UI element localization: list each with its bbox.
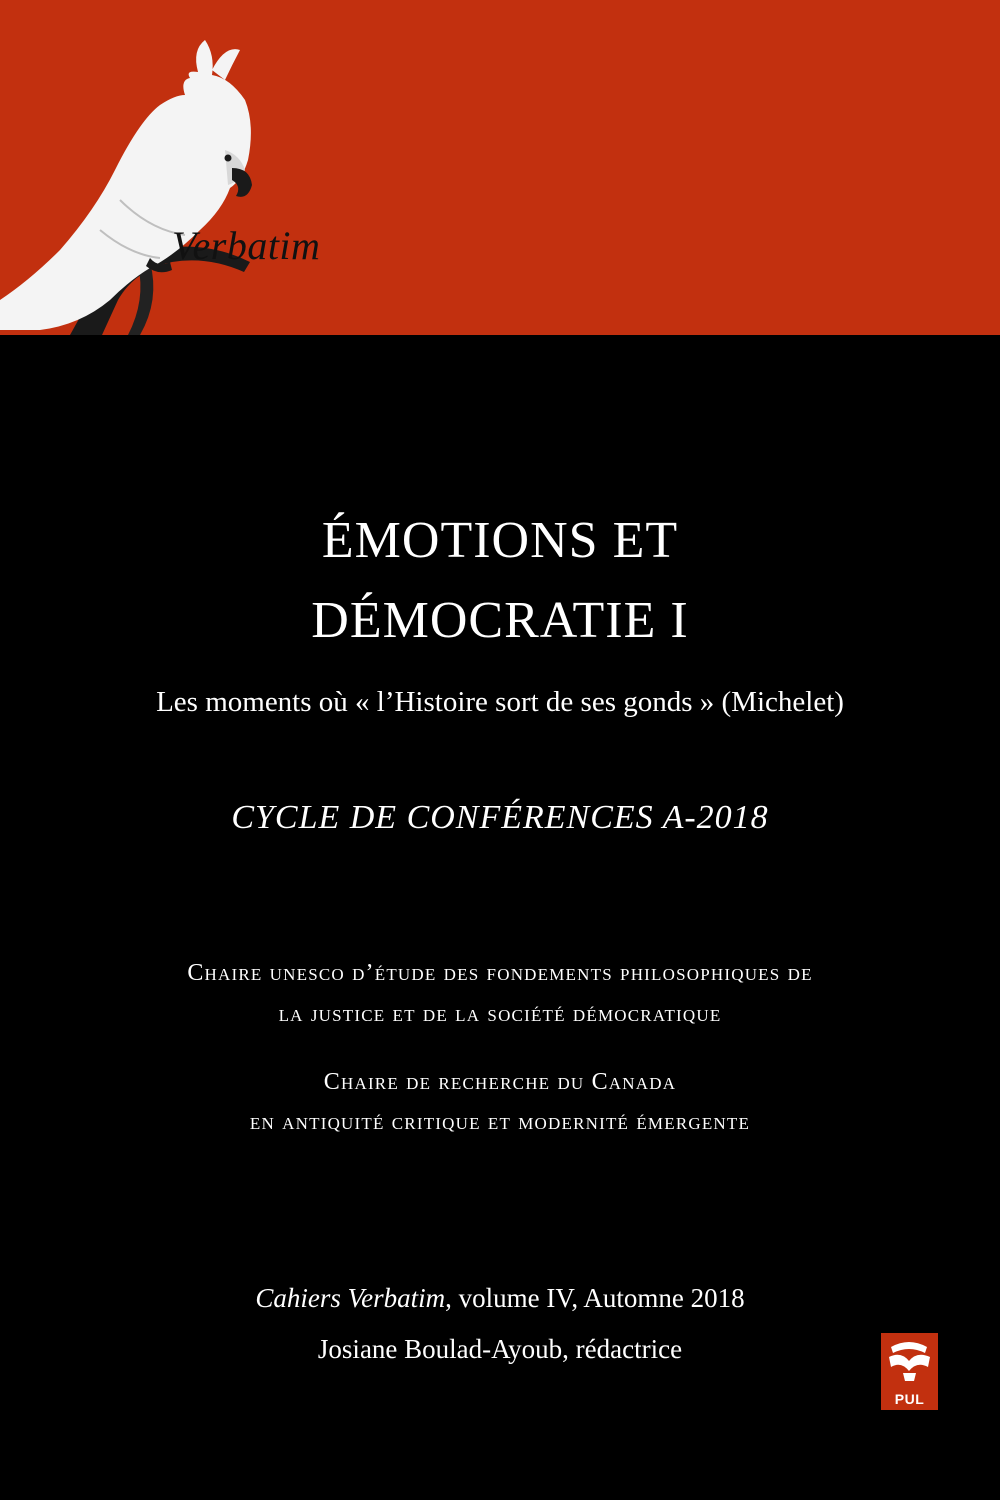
editor-name: Josiane Boulad-Ayoub bbox=[317, 1334, 563, 1364]
bird-eye bbox=[225, 155, 232, 162]
editor-role: , rédactrice bbox=[562, 1334, 683, 1364]
book-title-line2: DÉMOCRATIE I bbox=[311, 592, 689, 649]
series-volume: , volume IV, Automne 2018 bbox=[445, 1283, 745, 1313]
book-title-line1: ÉMOTIONS ET bbox=[321, 512, 679, 569]
pul-publisher-logo bbox=[881, 1333, 938, 1410]
chair-unesco-line2: la justice et de la société démocratique bbox=[278, 1001, 722, 1027]
editor-line bbox=[0, 1336, 1000, 1363]
top-red-band bbox=[0, 0, 1000, 335]
conference-cycle: CYCLE DE CONFÉRENCES A-2018 bbox=[231, 799, 769, 836]
bird-body bbox=[0, 69, 251, 330]
chair-canada-line2: en antiquité critique et modernité émergente bbox=[249, 1109, 751, 1135]
verbatim-logo-text: Verbatim bbox=[172, 223, 321, 268]
pul-emblem-icon bbox=[881, 1333, 938, 1388]
chair-canada-line1: Chaire de recherche du Canada bbox=[323, 1069, 677, 1095]
pul-logo-text: PUL bbox=[894, 1391, 925, 1407]
cockatoo-illustration bbox=[0, 0, 360, 335]
series-name: Cahiers Verbatim bbox=[255, 1283, 446, 1313]
chair-unesco-line1: Chaire unesco d’étude des fondements philosophiques de bbox=[187, 960, 813, 986]
series-volume-line bbox=[0, 1285, 1000, 1312]
book-subtitle: Les moments où « l’Histoire sort de ses gonds » (Michelet) bbox=[156, 686, 844, 718]
cover-main bbox=[0, 335, 1000, 1500]
